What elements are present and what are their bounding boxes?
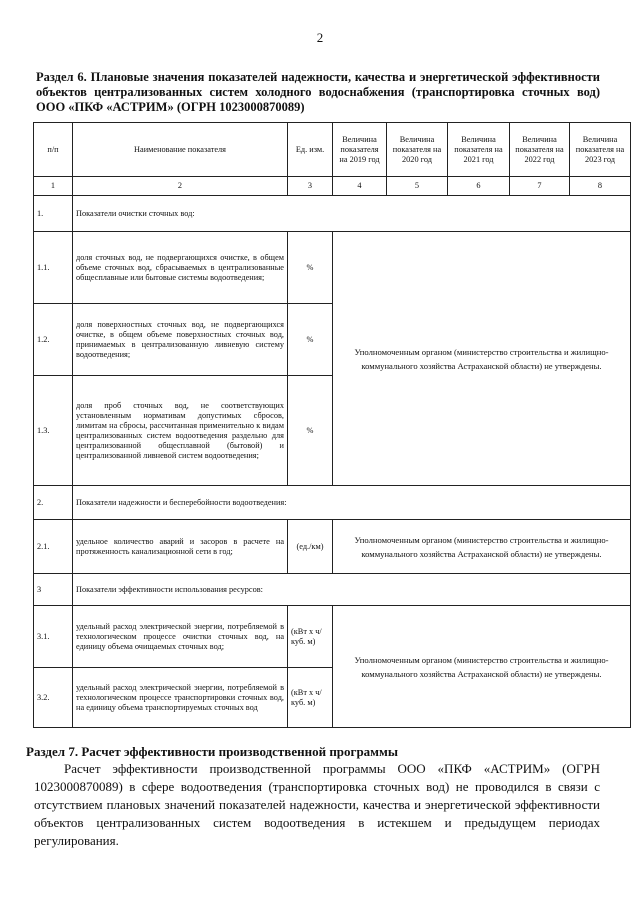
indicator-name: доля сточных вод, не подвергающихся очистке, в общем объеме сточных вод, сбрасываемых в централизованные общесплавные или бытовые системы водоотведения; bbox=[73, 232, 288, 304]
not-approved-note: Уполномоченным органом (министерство строительства и жилищно-коммунального хозяйства Астраханской области) не утверждены. bbox=[333, 520, 631, 574]
header-2019: Величина показателя на 2019 год bbox=[333, 123, 387, 177]
indicator-name: удельное количество аварий и засоров в расчете на протяженность канализационной сети в год; bbox=[73, 520, 288, 574]
group-number: 3 bbox=[34, 574, 73, 606]
group-row bbox=[34, 574, 631, 606]
group-row bbox=[34, 486, 631, 520]
indicator-unit: % bbox=[288, 376, 333, 486]
indicator-unit: % bbox=[288, 304, 333, 376]
group-title: Показатели надежности и бесперебойности водоотведения: bbox=[73, 486, 631, 520]
group-title: Показатели очистки сточных вод: bbox=[73, 196, 631, 232]
not-approved-note: Уполномоченным органом (министерство строительства и жилищно-коммунального хозяйства Астраханской области) не утверждены. bbox=[333, 232, 631, 486]
col-number: 3 bbox=[288, 177, 333, 196]
col-number: 1 bbox=[34, 177, 73, 196]
section-6-title: Раздел 6. Плановые значения показателей надежности, качества и энергетической эффективности объектов централизованных систем холодного водоснабжения (транспортировка сточных вод) ООО «ПКФ «АСТРИМ» (ОГРН 1023000870089) bbox=[36, 70, 600, 114]
indicator-name: доля проб сточных вод, не соответствующих установленным нормативам допустимых сбросов, лимитам на сбросы, рассчитанная применительно к видам централизованных систем водоотведения раздельно для централизованной общесплавной (бытовой) и централизованной ливневой систем водоотведения; bbox=[73, 376, 288, 486]
row-number: 1.3. bbox=[34, 376, 73, 486]
header-name: Наименование показателя bbox=[73, 123, 288, 177]
header-2020: Величина показателя на 2020 год bbox=[387, 123, 448, 177]
table-row bbox=[34, 232, 631, 304]
col-number: 8 bbox=[570, 177, 631, 196]
header-row bbox=[34, 123, 631, 177]
indicator-unit: % bbox=[288, 232, 333, 304]
col-number: 4 bbox=[333, 177, 387, 196]
indicator-name: доля поверхностных сточных вод, не подвергающихся очистке, в общем объеме поверхностных сточных вод, принимаемых в централизованную ливневую систему водоотведения; bbox=[73, 304, 288, 376]
group-number: 2. bbox=[34, 486, 73, 520]
row-number: 1.2. bbox=[34, 304, 73, 376]
col-number: 6 bbox=[448, 177, 510, 196]
table-row bbox=[34, 520, 631, 574]
group-row bbox=[34, 196, 631, 232]
column-numbers-row bbox=[34, 177, 631, 196]
indicators-table bbox=[33, 122, 631, 728]
header-2021: Величина показателя на 2021 год bbox=[448, 123, 510, 177]
col-number: 5 bbox=[387, 177, 448, 196]
header-num: п/п bbox=[34, 123, 73, 177]
indicator-unit: (ед./км) bbox=[288, 520, 333, 574]
header-2022: Величина показателя на 2022 год bbox=[510, 123, 570, 177]
col-number: 2 bbox=[73, 177, 288, 196]
row-number: 2.1. bbox=[34, 520, 73, 574]
indicator-unit: (кВт х ч/куб. м) bbox=[288, 606, 333, 668]
row-number: 3.1. bbox=[34, 606, 73, 668]
header-unit: Ед. изм. bbox=[288, 123, 333, 177]
row-number: 3.2. bbox=[34, 668, 73, 728]
section-7-body: Расчет эффективности производственной программы ООО «ПКФ «АСТРИМ» (ОГРН 1023000870089) в сфере водоотведения (транспортировка сточных вод) не проводился в связи с отсутствием плановых значений показателей надежности, качества и энергетической эффективности объектов централизованных систем водоотведения в истекшем и предыдущем периодах регулирования. bbox=[34, 761, 600, 848]
row-number: 1.1. bbox=[34, 232, 73, 304]
indicator-unit: (кВт х ч/куб. м) bbox=[288, 668, 333, 728]
group-title: Показатели эффективности использования ресурсов: bbox=[73, 574, 631, 606]
table-row bbox=[34, 606, 631, 668]
col-number: 7 bbox=[510, 177, 570, 196]
group-number: 1. bbox=[34, 196, 73, 232]
indicator-name: удельный расход электрической энергии, потребляемой в технологическом процессе транспортировки сточных вод, на единицу объема транспортируемых сточных вод bbox=[73, 668, 288, 728]
section-7-title: Раздел 7. Расчет эффективности производственной программы bbox=[26, 744, 399, 759]
header-2023: Величина показателя на 2023 год bbox=[570, 123, 631, 177]
indicator-name: удельный расход электрической энергии, потребляемой в технологическом процессе очистки сточных вод, на единицу объема очищаемых сточных вод; bbox=[73, 606, 288, 668]
not-approved-note: Уполномоченным органом (министерство строительства и жилищно-коммунального хозяйства Астраханской области) не утверждены. bbox=[333, 606, 631, 728]
page-number: 2 bbox=[316, 30, 324, 45]
